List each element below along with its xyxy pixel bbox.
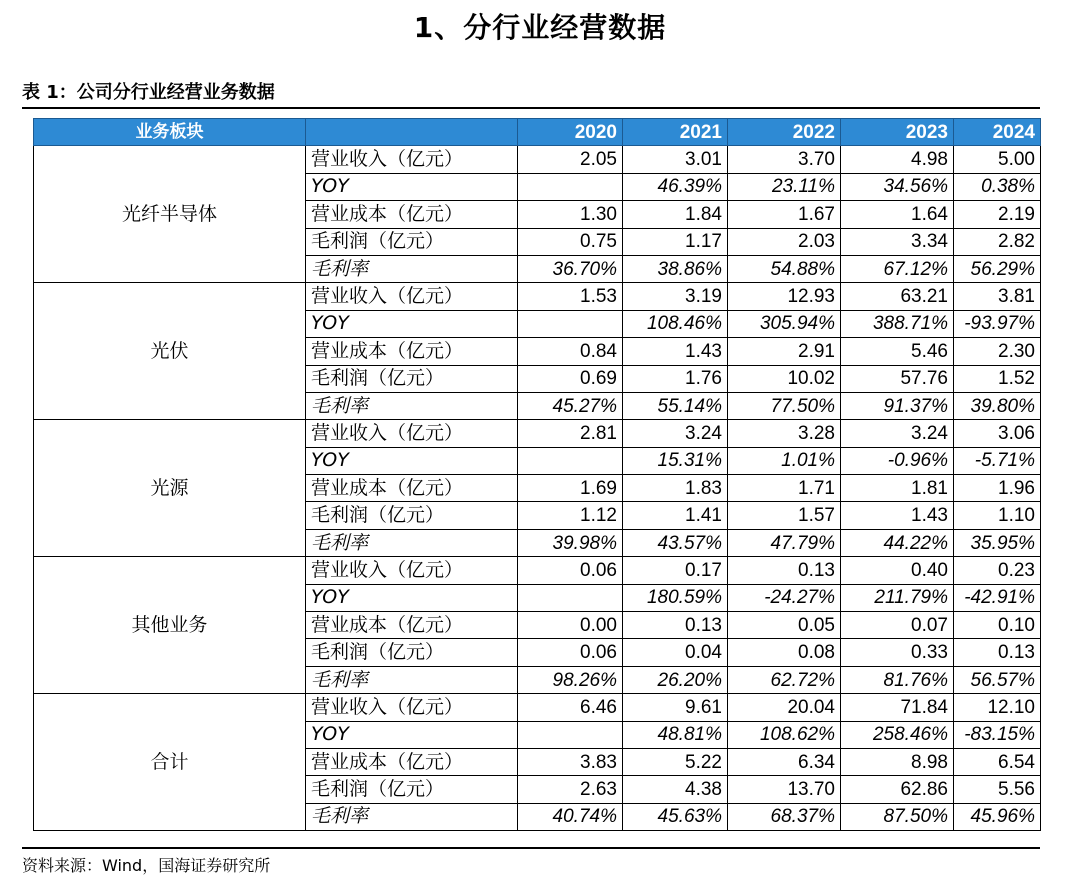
metric-value: 0.40 — [841, 557, 954, 584]
metric-value: 0.00 — [518, 612, 623, 639]
metric-label: 营业收入（亿元） — [306, 557, 518, 584]
metric-label: 毛利率 — [306, 666, 518, 693]
segment-name: 合计 — [34, 694, 306, 831]
metric-value: 0.13 — [954, 639, 1041, 666]
table-row — [34, 283, 1041, 310]
metric-value: 1.96 — [954, 475, 1041, 502]
header-year: 2023 — [841, 119, 954, 146]
metric-value: -93.97% — [954, 310, 1041, 337]
metric-value: 0.06 — [518, 639, 623, 666]
metric-value: 56.29% — [954, 255, 1041, 282]
metric-value: 0.69 — [518, 365, 623, 392]
metric-value: 48.81% — [623, 721, 728, 748]
segment-data-table — [33, 118, 1041, 831]
metric-value: 0.06 — [518, 557, 623, 584]
metric-value: 258.46% — [841, 721, 954, 748]
metric-value: 1.71 — [728, 475, 841, 502]
metric-value: -5.71% — [954, 447, 1041, 474]
metric-value: 91.37% — [841, 392, 954, 419]
metric-value: 9.61 — [623, 694, 728, 721]
page-title: 1、分行业经营数据 — [413, 11, 667, 44]
metric-value: 1.76 — [623, 365, 728, 392]
segment-name: 光纤半导体 — [34, 146, 306, 283]
table-row — [34, 557, 1041, 584]
metric-value: 68.37% — [728, 803, 841, 830]
metric-value: 57.76 — [841, 365, 954, 392]
metric-value: 2.91 — [728, 338, 841, 365]
metric-label: 毛利润（亿元） — [306, 776, 518, 803]
metric-value: 0.10 — [954, 612, 1041, 639]
metric-value: 54.88% — [728, 255, 841, 282]
segment-name: 其他业务 — [34, 557, 306, 694]
metric-value: 4.98 — [841, 146, 954, 173]
segment-name: 光伏 — [34, 283, 306, 420]
metric-value: -0.96% — [841, 447, 954, 474]
metric-value: 0.17 — [623, 557, 728, 584]
metric-value: 6.34 — [728, 748, 841, 775]
metric-value: 1.64 — [841, 201, 954, 228]
source-note: 资料来源：Wind，国海证券研究所 — [22, 856, 271, 875]
metric-value: -24.27% — [728, 584, 841, 611]
metric-value: 45.63% — [623, 803, 728, 830]
header-year: 2020 — [518, 119, 623, 146]
metric-value: -83.15% — [954, 721, 1041, 748]
metric-value: 15.31% — [623, 447, 728, 474]
metric-label: 毛利润（亿元） — [306, 502, 518, 529]
metric-value: 13.70 — [728, 776, 841, 803]
metric-value: 5.46 — [841, 338, 954, 365]
metric-label: 毛利率 — [306, 529, 518, 556]
metric-value: 2.81 — [518, 420, 623, 447]
metric-value: 4.38 — [623, 776, 728, 803]
metric-label: 营业收入（亿元） — [306, 420, 518, 447]
metric-value: 6.46 — [518, 694, 623, 721]
metric-value: 1.43 — [623, 338, 728, 365]
metric-value: 0.13 — [623, 612, 728, 639]
metric-value: 55.14% — [623, 392, 728, 419]
metric-value: 1.57 — [728, 502, 841, 529]
header-year: 2024 — [954, 119, 1041, 146]
header-year: 2022 — [728, 119, 841, 146]
metric-label: 营业收入（亿元） — [306, 283, 518, 310]
metric-value: 12.10 — [954, 694, 1041, 721]
header-segment: 业务板块 — [34, 119, 306, 146]
metric-value: 63.21 — [841, 283, 954, 310]
metric-label: 毛利率 — [306, 392, 518, 419]
metric-value: 0.08 — [728, 639, 841, 666]
metric-value: 211.79% — [841, 584, 954, 611]
metric-value: 0.05 — [728, 612, 841, 639]
metric-value: 0.23 — [954, 557, 1041, 584]
metric-value: 81.76% — [841, 666, 954, 693]
table-row — [34, 694, 1041, 721]
metric-value: 2.03 — [728, 228, 841, 255]
segment-name: 光源 — [34, 420, 306, 557]
metric-value: 36.70% — [518, 255, 623, 282]
metric-value: 3.06 — [954, 420, 1041, 447]
metric-value: 3.19 — [623, 283, 728, 310]
metric-label: 营业成本（亿元） — [306, 748, 518, 775]
metric-value: 26.20% — [623, 666, 728, 693]
metric-value: 5.22 — [623, 748, 728, 775]
source-divider — [22, 847, 1040, 849]
metric-value: 44.22% — [841, 529, 954, 556]
metric-value: 10.02 — [728, 365, 841, 392]
table-row — [34, 420, 1041, 447]
metric-value: 3.01 — [623, 146, 728, 173]
metric-label: 毛利润（亿元） — [306, 228, 518, 255]
table-row — [34, 146, 1041, 173]
metric-value: 62.86 — [841, 776, 954, 803]
metric-value: 108.46% — [623, 310, 728, 337]
metric-value: 12.93 — [728, 283, 841, 310]
metric-value: 2.30 — [954, 338, 1041, 365]
metric-value: 39.98% — [518, 529, 623, 556]
metric-value: 1.17 — [623, 228, 728, 255]
metric-value: 45.96% — [954, 803, 1041, 830]
table-header-row — [34, 119, 1041, 146]
metric-value: 0.07 — [841, 612, 954, 639]
header-year: 2021 — [623, 119, 728, 146]
metric-value: 56.57% — [954, 666, 1041, 693]
metric-value: 1.43 — [841, 502, 954, 529]
metric-value: 0.13 — [728, 557, 841, 584]
metric-value: 1.41 — [623, 502, 728, 529]
metric-value: 45.27% — [518, 392, 623, 419]
metric-value: 20.04 — [728, 694, 841, 721]
metric-value: 3.24 — [841, 420, 954, 447]
metric-value: 0.75 — [518, 228, 623, 255]
metric-value: 3.28 — [728, 420, 841, 447]
metric-value: 67.12% — [841, 255, 954, 282]
metric-label: 营业成本（亿元） — [306, 475, 518, 502]
metric-value: 1.69 — [518, 475, 623, 502]
metric-value: 2.82 — [954, 228, 1041, 255]
metric-value: 3.81 — [954, 283, 1041, 310]
metric-label: YOY — [306, 447, 518, 474]
metric-value: 2.05 — [518, 146, 623, 173]
metric-value: 305.94% — [728, 310, 841, 337]
metric-value: 5.00 — [954, 146, 1041, 173]
metric-label: YOY — [306, 584, 518, 611]
metric-value: 0.38% — [954, 173, 1041, 200]
metric-value: 77.50% — [728, 392, 841, 419]
metric-value: 8.98 — [841, 748, 954, 775]
metric-value: 388.71% — [841, 310, 954, 337]
metric-label: 营业成本（亿元） — [306, 201, 518, 228]
metric-value — [518, 447, 623, 474]
metric-value: 40.74% — [518, 803, 623, 830]
metric-value: 46.39% — [623, 173, 728, 200]
metric-value: 108.62% — [728, 721, 841, 748]
metric-value: 1.52 — [954, 365, 1041, 392]
metric-value: 1.53 — [518, 283, 623, 310]
metric-value: 98.26% — [518, 666, 623, 693]
metric-value: 87.50% — [841, 803, 954, 830]
metric-value: 1.10 — [954, 502, 1041, 529]
metric-label: YOY — [306, 310, 518, 337]
metric-label: 营业收入（亿元） — [306, 146, 518, 173]
metric-label: 毛利率 — [306, 255, 518, 282]
metric-label: 营业收入（亿元） — [306, 694, 518, 721]
metric-value: 38.86% — [623, 255, 728, 282]
metric-value: 1.67 — [728, 201, 841, 228]
table-caption: 表 1：公司分行业经营业务数据 — [22, 82, 275, 103]
metric-value: 0.84 — [518, 338, 623, 365]
metric-value: 3.70 — [728, 146, 841, 173]
metric-value — [518, 721, 623, 748]
metric-value: 71.84 — [841, 694, 954, 721]
metric-value: 3.24 — [623, 420, 728, 447]
metric-value: 47.79% — [728, 529, 841, 556]
metric-value: 1.30 — [518, 201, 623, 228]
metric-value: 43.57% — [623, 529, 728, 556]
metric-value — [518, 310, 623, 337]
metric-value: 1.01% — [728, 447, 841, 474]
metric-value: 3.34 — [841, 228, 954, 255]
metric-value: 5.56 — [954, 776, 1041, 803]
metric-value: 35.95% — [954, 529, 1041, 556]
caption-divider — [22, 107, 1040, 109]
metric-value: 180.59% — [623, 584, 728, 611]
metric-value — [518, 173, 623, 200]
metric-label: 毛利润（亿元） — [306, 365, 518, 392]
metric-label: YOY — [306, 721, 518, 748]
metric-value: 1.12 — [518, 502, 623, 529]
metric-value: 2.19 — [954, 201, 1041, 228]
metric-value: 39.80% — [954, 392, 1041, 419]
metric-value: 1.84 — [623, 201, 728, 228]
metric-label: 营业成本（亿元） — [306, 612, 518, 639]
metric-value: 0.04 — [623, 639, 728, 666]
metric-value: 1.81 — [841, 475, 954, 502]
metric-value: -42.91% — [954, 584, 1041, 611]
metric-value: 34.56% — [841, 173, 954, 200]
metric-value — [518, 584, 623, 611]
metric-label: 营业成本（亿元） — [306, 338, 518, 365]
metric-value: 3.83 — [518, 748, 623, 775]
metric-label: YOY — [306, 173, 518, 200]
metric-value: 6.54 — [954, 748, 1041, 775]
metric-label: 毛利率 — [306, 803, 518, 830]
metric-value: 62.72% — [728, 666, 841, 693]
metric-value: 2.63 — [518, 776, 623, 803]
header-metric-blank — [306, 119, 518, 146]
metric-label: 毛利润（亿元） — [306, 639, 518, 666]
metric-value: 1.83 — [623, 475, 728, 502]
metric-value: 0.33 — [841, 639, 954, 666]
metric-value: 23.11% — [728, 173, 841, 200]
